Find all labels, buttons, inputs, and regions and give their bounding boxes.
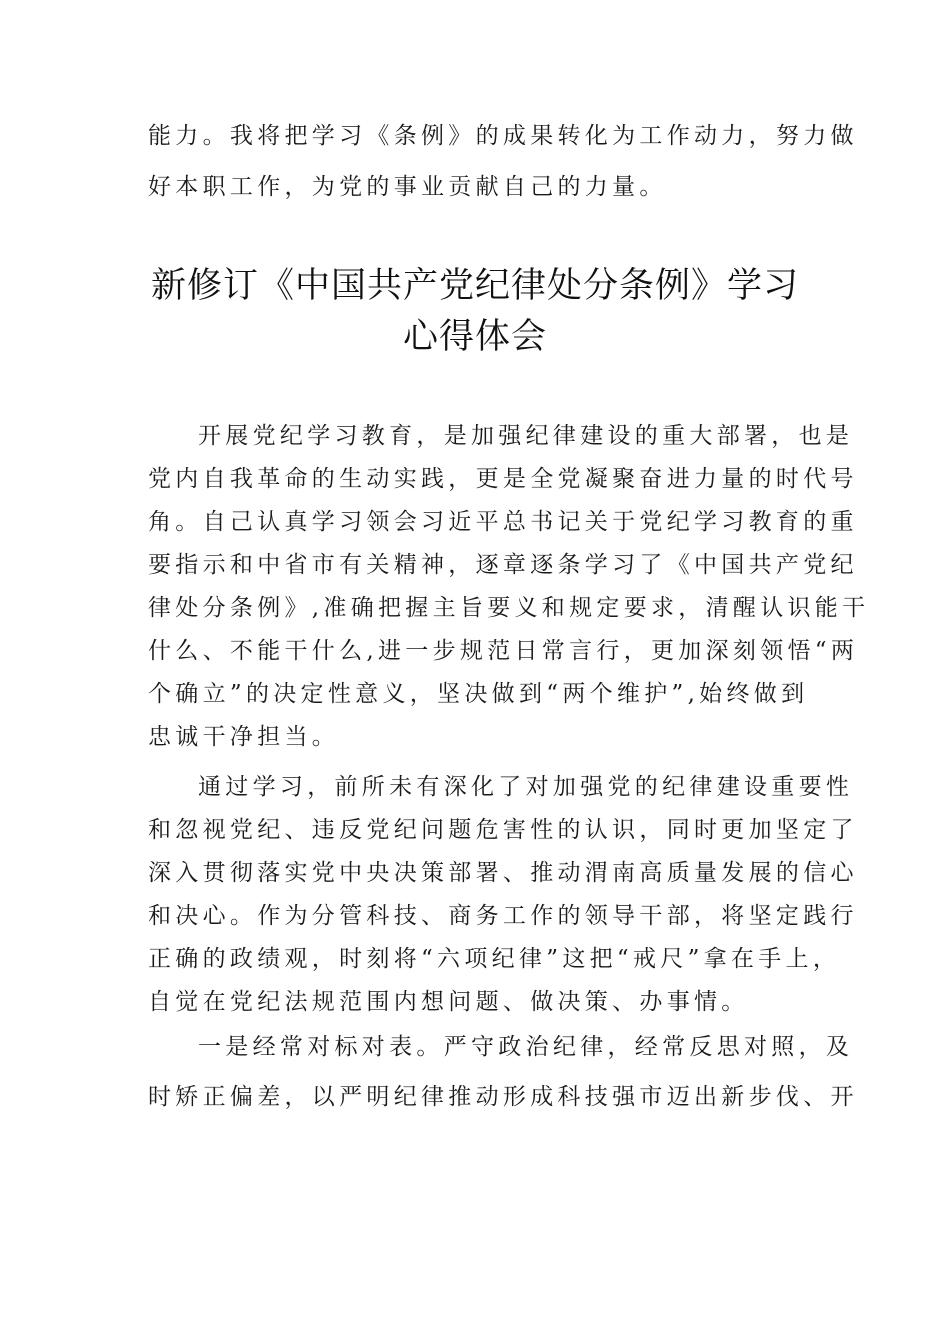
text-line: 忠诚干净担当。 — [148, 724, 340, 750]
title-line: 心得体会 — [402, 317, 547, 357]
text-line: 律处分条例》,准确把握主旨要义和规定要求，清醒认识能干 — [148, 595, 870, 621]
text-line: 开展党纪学习教育，是加强纪律建设的重大部署，也是 — [198, 423, 854, 449]
title-line: 新修订《中国共产党纪律处分条例》学习 — [150, 266, 799, 306]
text-line: 角。自己认真学习领会习近平总书记关于党纪学习教育的重 — [148, 509, 858, 535]
text-line: 什么、不能干什么,进一步规范日常言行，更加深刻领悟“两 — [148, 638, 859, 664]
text-line: 深入贯彻落实党中央决策部署、推动渭南高质量发展的信心 — [148, 860, 858, 886]
text-line: 好本职工作，为党的事业贡献自己的力量。 — [148, 174, 667, 200]
text-line: 正确的政绩观，时刻将“六项纪律”这把“戒尺”拿在手上， — [148, 946, 841, 972]
text-line: 通过学习，前所未有深化了对加强党的纪律建设重要性 — [198, 774, 854, 800]
text-line: 和忽视党纪、违反党纪问题危害性的认识，同时更加坚定了 — [148, 817, 858, 843]
text-line: 一是经常对标对表。严守政治纪律，经常反思对照，及 — [198, 1034, 854, 1060]
text-line: 党内自我革命的生动实践，更是全党凝聚奋进力量的时代号 — [148, 466, 858, 492]
text-line: 能力。我将把学习《条例》的成果转化为工作动力，努力做 — [148, 123, 858, 149]
text-line: 要指示和中省市有关精神，逐章逐条学习了《中国共产党纪 — [148, 552, 858, 578]
text-line: 时矫正偏差，以严明纪律推动形成科技强市迈出新步伐、开 — [148, 1084, 858, 1110]
text-line: 自觉在党纪法规范围内想问题、做决策、办事情。 — [148, 989, 749, 1015]
text-line: 个确立”的决定性意义，坚决做到“两个维护”,始终做到 — [148, 681, 809, 707]
text-line: 和决心。作为分管科技、商务工作的领导干部，将坚定践行 — [148, 903, 858, 929]
